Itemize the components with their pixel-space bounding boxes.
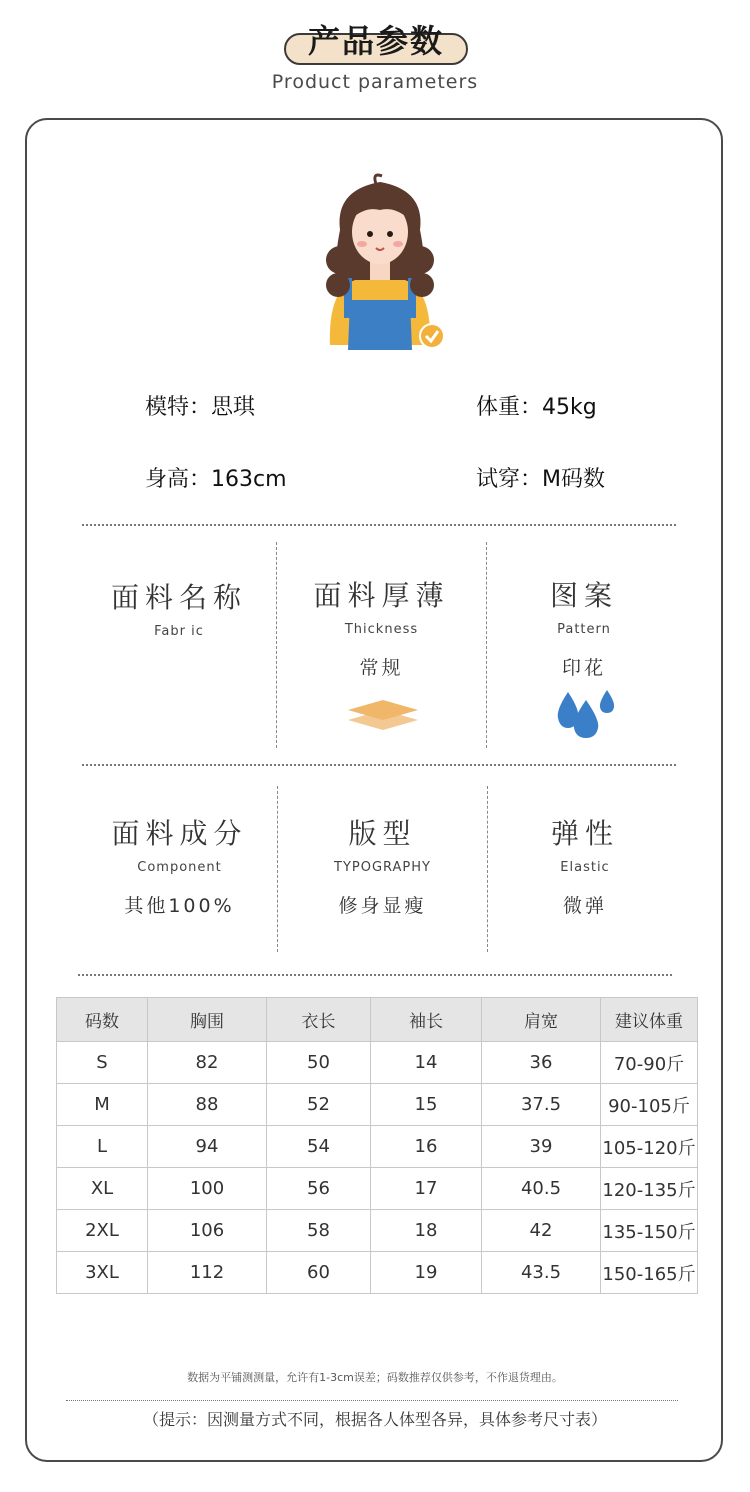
- divider-1: [82, 524, 676, 526]
- table-cell: 106: [148, 1210, 267, 1252]
- table-cell: M: [57, 1084, 148, 1126]
- attr-label: 面料成分: [111, 817, 248, 850]
- attr-value: 其他100%: [124, 895, 235, 917]
- table-row: [57, 1042, 698, 1084]
- layers-icon: [346, 696, 420, 734]
- table-header: 衣长: [267, 998, 371, 1042]
- measurement-note: 数据为平铺测测量，允许有1-3cm误差；码数推荐仅供参考，不作退货理由。: [187, 1371, 563, 1384]
- model-weight: 体重：45kg: [476, 395, 597, 420]
- attr-value: 微弹: [562, 895, 607, 917]
- table-cell: 40.5: [482, 1168, 601, 1210]
- table-header: 建议体重: [601, 998, 698, 1042]
- model-size: 试穿：M码数: [476, 467, 605, 492]
- attr-label-en: Elastic: [560, 860, 610, 875]
- model-avatar-icon: [310, 170, 450, 355]
- size-table: [56, 997, 698, 1294]
- table-cell: 100: [148, 1168, 267, 1210]
- table-cell: 120-135斤: [601, 1168, 698, 1210]
- attr-value: 常规: [359, 657, 404, 679]
- table-header: 码数: [57, 998, 148, 1042]
- table-cell: XL: [57, 1168, 148, 1210]
- attr-value: 印花: [561, 657, 606, 679]
- table-cell: 52: [267, 1084, 371, 1126]
- table-cell: 105-120斤: [601, 1126, 698, 1168]
- table-cell: S: [57, 1042, 148, 1084]
- table-cell: 82: [148, 1042, 267, 1084]
- attr-label-en: Fabr ic: [154, 624, 204, 639]
- table-cell: 3XL: [57, 1252, 148, 1294]
- divider-3: [78, 974, 672, 976]
- table-cell: 112: [148, 1252, 267, 1294]
- table-cell: 94: [148, 1126, 267, 1168]
- table-cell: 50: [267, 1042, 371, 1084]
- table-cell: 36: [482, 1042, 601, 1084]
- attr-elastic: [488, 812, 682, 918]
- attr-label: 版型: [348, 817, 417, 850]
- attr-label-en: Component: [137, 860, 222, 875]
- water-drops-icon: [554, 688, 618, 740]
- table-row: [57, 1168, 698, 1210]
- table-header-row: [57, 998, 698, 1042]
- table-cell: 42: [482, 1210, 601, 1252]
- attr-value: 修身显瘦: [338, 895, 427, 917]
- table-cell: 14: [371, 1042, 482, 1084]
- table-cell: 39: [482, 1126, 601, 1168]
- table-header: 胸围: [148, 998, 267, 1042]
- table-cell: 43.5: [482, 1252, 601, 1294]
- table-cell: 70-90斤: [601, 1042, 698, 1084]
- attr-label: 面料厚薄: [313, 579, 450, 612]
- attr-label: 图案: [549, 579, 618, 612]
- size-tip: （提示：因测量方式不同，根据各人体型各异，具体参考尺寸表）: [142, 1410, 607, 1429]
- table-cell: 54: [267, 1126, 371, 1168]
- table-cell: 88: [148, 1084, 267, 1126]
- table-header: 袖长: [371, 998, 482, 1042]
- attr-pattern: [487, 574, 681, 680]
- attr-label-en: Pattern: [557, 622, 611, 637]
- table-cell: 18: [371, 1210, 482, 1252]
- table-cell: 90-105斤: [601, 1084, 698, 1126]
- divider-2: [82, 764, 676, 766]
- table-row: [57, 1252, 698, 1294]
- page-subtitle: Product parameters: [271, 71, 479, 93]
- table-cell: 150-165斤: [601, 1252, 698, 1294]
- table-cell: 56: [267, 1168, 371, 1210]
- table-cell: 135-150斤: [601, 1210, 698, 1252]
- model-name: 模特：思琪: [145, 395, 256, 420]
- table-cell: 58: [267, 1210, 371, 1252]
- table-cell: 17: [371, 1168, 482, 1210]
- table-row: [57, 1210, 698, 1252]
- table-row: [57, 1084, 698, 1126]
- table-cell: L: [57, 1126, 148, 1168]
- table-cell: 19: [371, 1252, 482, 1294]
- attr-component: [82, 812, 277, 918]
- table-cell: 16: [371, 1126, 482, 1168]
- table-cell: 37.5: [482, 1084, 601, 1126]
- table-cell: 15: [371, 1084, 482, 1126]
- attr-thickness: [277, 574, 486, 680]
- attr-label-en: Thickness: [344, 622, 419, 637]
- attr-typography: [278, 812, 487, 918]
- model-height: 身高：163cm: [145, 467, 287, 492]
- page-title: 产品参数: [307, 22, 444, 60]
- table-row: [57, 1126, 698, 1168]
- table-cell: 2XL: [57, 1210, 148, 1252]
- attr-fabric: [82, 576, 276, 655]
- attr-label-en: TYPOGRAPHY: [334, 860, 431, 875]
- table-cell: 60: [267, 1252, 371, 1294]
- table-header: 肩宽: [482, 998, 601, 1042]
- attr-label: 面料名称: [110, 581, 247, 614]
- attr-label: 弹性: [550, 817, 619, 850]
- divider-4: [66, 1400, 678, 1401]
